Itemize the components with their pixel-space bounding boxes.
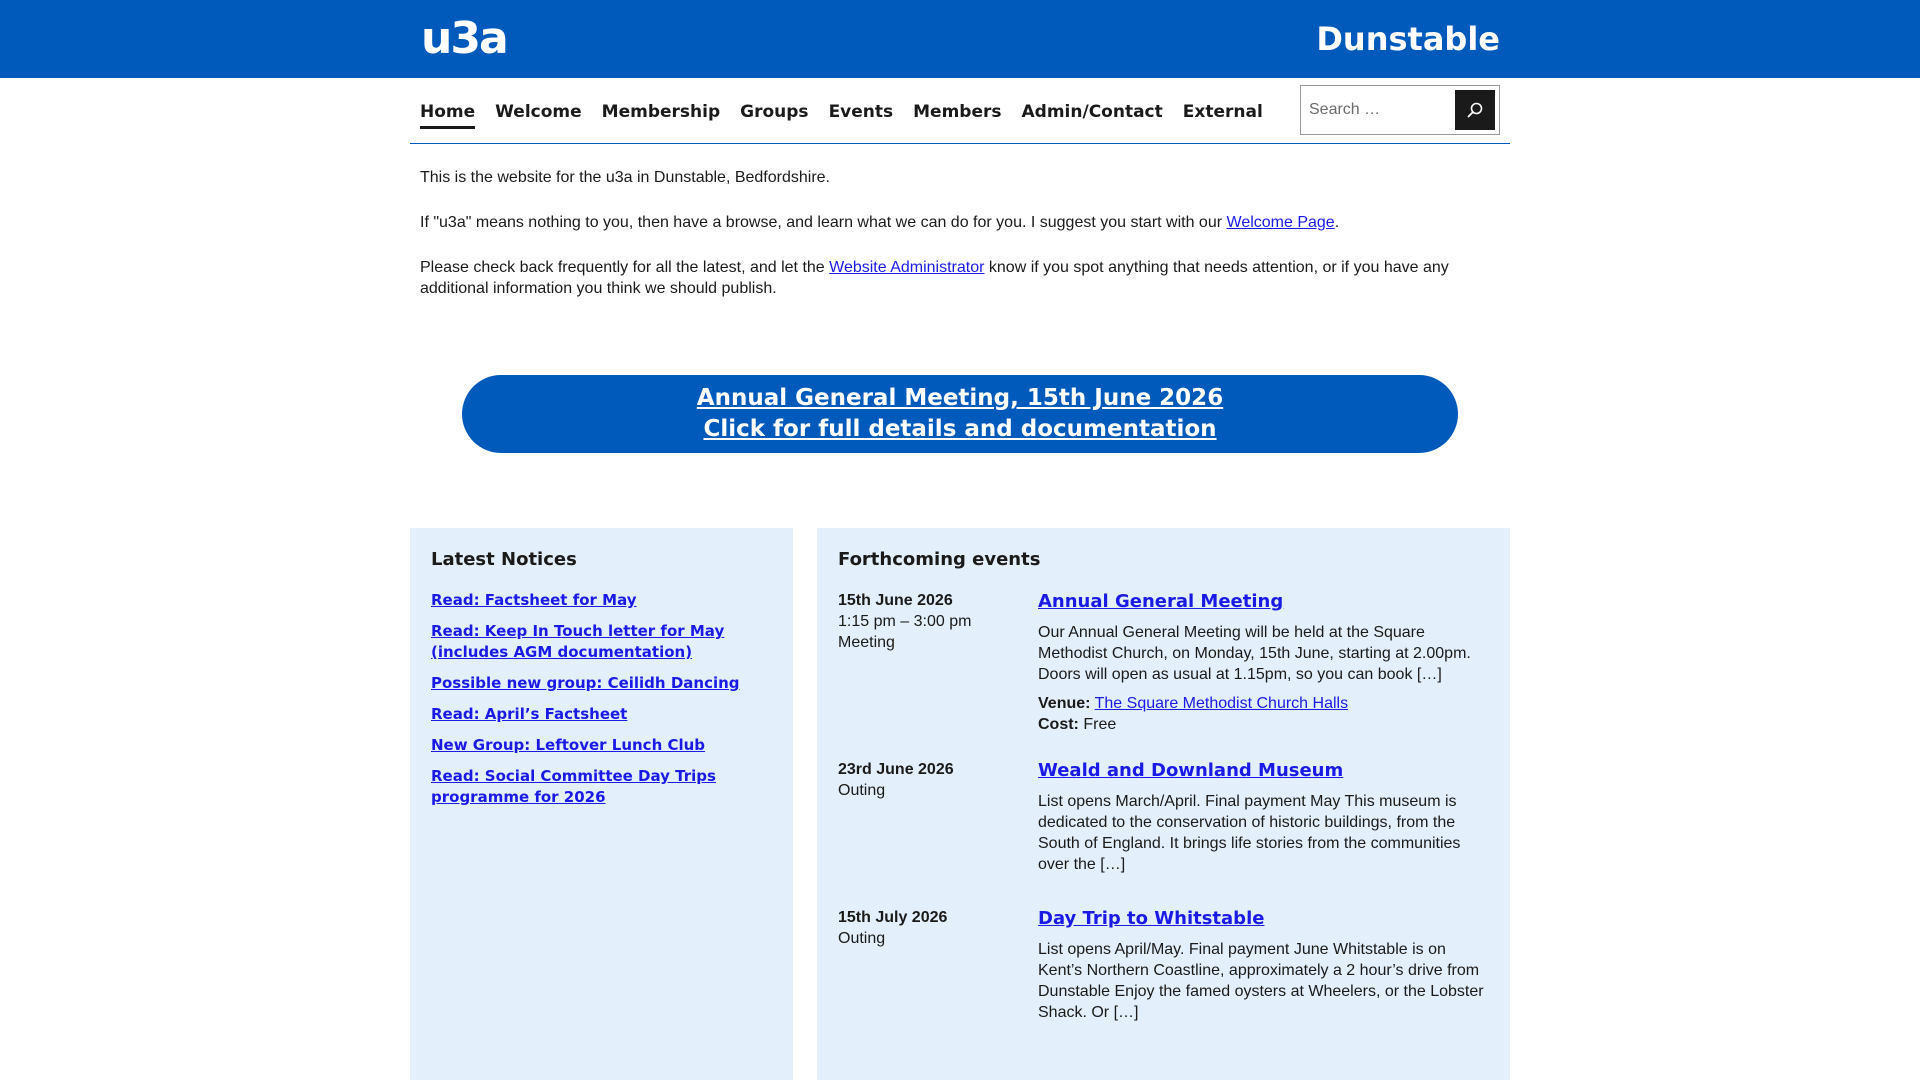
list-item — [431, 621, 772, 663]
forthcoming-events-heading: Forthcoming events — [838, 549, 1041, 570]
event-date: 15th July 2026 — [838, 909, 948, 926]
notice-link[interactable]: Possible new group: Ceilidh Dancing — [431, 674, 740, 692]
forthcoming-events-panel — [817, 528, 1510, 1080]
notice-link[interactable]: Read: Factsheet for May — [431, 591, 637, 609]
site-title[interactable]: Dunstable — [1316, 20, 1500, 58]
intro-paragraph — [420, 257, 1500, 299]
event-category: Outing — [838, 782, 886, 799]
notice-link[interactable]: Read: Social Committee Day Trips programme for 2026 — [431, 767, 716, 806]
website-administrator-link[interactable]: Website Administrator — [829, 259, 985, 276]
intro-p3-end: know if you spot anything that needs attention, or if you have any additional information you think we should publish. — [420, 259, 1449, 297]
main-nav — [420, 100, 1283, 129]
notice-link[interactable]: Read: Keep In Touch letter for May (includes AGM documentation) — [431, 622, 725, 661]
agm-banner-line2[interactable]: Click for full details and documentation — [703, 416, 1217, 442]
event-description: List opens March/April. Final payment May This museum is dedicated to the conservation of historic buildings, from the South of England. It brings life stories from the communities over the […] — [1038, 793, 1461, 873]
intro-paragraph — [420, 212, 1500, 233]
event-category: Outing — [838, 930, 886, 947]
agm-banner[interactable] — [462, 375, 1458, 453]
notice-link[interactable]: New Group: Leftover Lunch Club — [431, 736, 706, 754]
search-input[interactable] — [1305, 90, 1455, 130]
intro-p1-text: This is the website for the u3a in Dunstable, Bedfordshire. — [420, 169, 830, 186]
welcome-page-link[interactable]: Welcome Page — [1226, 214, 1335, 231]
list-item — [431, 735, 772, 756]
venue-label: Venue: — [1038, 695, 1091, 712]
cost-label: Cost: — [1038, 716, 1079, 733]
list-item — [431, 673, 772, 694]
event-title-link[interactable]: Day Trip to Whitstable — [1038, 908, 1265, 929]
notice-link[interactable]: Read: April’s Factsheet — [431, 705, 628, 723]
intro-paragraph — [420, 167, 1500, 188]
nav-item-external[interactable]: External — [1182, 102, 1263, 122]
nav-item-groups[interactable]: Groups — [740, 102, 809, 122]
event-title-link[interactable]: Annual General Meeting — [1038, 591, 1284, 612]
event-body — [1038, 590, 1488, 735]
search-icon — [1466, 101, 1484, 119]
event-item — [838, 907, 1489, 1031]
event-body — [1038, 907, 1488, 1031]
list-item — [431, 704, 772, 725]
site-header — [0, 0, 1920, 78]
event-description: List opens April/May. Final payment June Whitstable is on Kent’s Northern Coastline, approximately a 2 hour’s drive from Dunstable Enjoy the famed oysters at Wheelers, or the Lobster Shack. Or […] — [1038, 941, 1484, 1021]
event-venue — [1038, 693, 1488, 714]
event-date: 15th June 2026 — [838, 592, 953, 609]
event-date: 23rd June 2026 — [838, 761, 954, 778]
intro-p2-end: . — [1334, 214, 1340, 231]
latest-notices-panel — [410, 528, 793, 1080]
nav-item-admin-contact[interactable]: Admin/Contact — [1021, 102, 1163, 122]
event-cost — [1038, 714, 1488, 735]
event-time: 1:15 pm – 3:00 pm — [838, 613, 972, 630]
agm-banner-line1[interactable]: Annual General Meeting, 15th June 2026 — [696, 385, 1224, 411]
intro-text — [420, 167, 1500, 323]
event-body — [1038, 759, 1488, 883]
latest-notices-heading: Latest Notices — [431, 549, 577, 570]
event-meta — [838, 759, 1038, 883]
event-category: Meeting — [838, 634, 895, 651]
search-button[interactable] — [1455, 90, 1495, 130]
venue-link[interactable]: The Square Methodist Church Halls — [1094, 695, 1349, 712]
nav-item-welcome[interactable]: Welcome — [495, 102, 582, 122]
event-meta — [838, 590, 1038, 735]
event-meta — [838, 907, 1038, 1031]
intro-p2-text: If "u3a" means nothing to you, then have a browse, and learn what we can do for you. I suggest you start with our — [420, 214, 1227, 231]
u3a-logo[interactable]: u3a — [421, 13, 507, 64]
nav-item-members[interactable]: Members — [913, 102, 1002, 122]
nav-item-events[interactable]: Events — [828, 102, 894, 122]
event-item — [838, 759, 1489, 883]
cost-value: Free — [1083, 716, 1117, 733]
event-item — [838, 590, 1489, 735]
list-item — [431, 590, 772, 611]
search-form — [1300, 85, 1500, 135]
event-title-link[interactable]: Weald and Downland Museum — [1038, 760, 1344, 781]
list-item — [431, 766, 772, 808]
notice-list — [431, 590, 772, 808]
event-description: Our Annual General Meeting will be held at the Square Methodist Church, on Monday, 15th June, starting at 2.00pm. Doors will open as usual at 1.15pm, so you can book […] — [1038, 624, 1471, 683]
nav-item-home[interactable]: Home — [420, 100, 475, 129]
nav-item-membership[interactable]: Membership — [601, 102, 721, 122]
navigation-bar — [410, 78, 1510, 144]
intro-p3-text: Please check back frequently for all the latest, and let the — [420, 259, 830, 276]
